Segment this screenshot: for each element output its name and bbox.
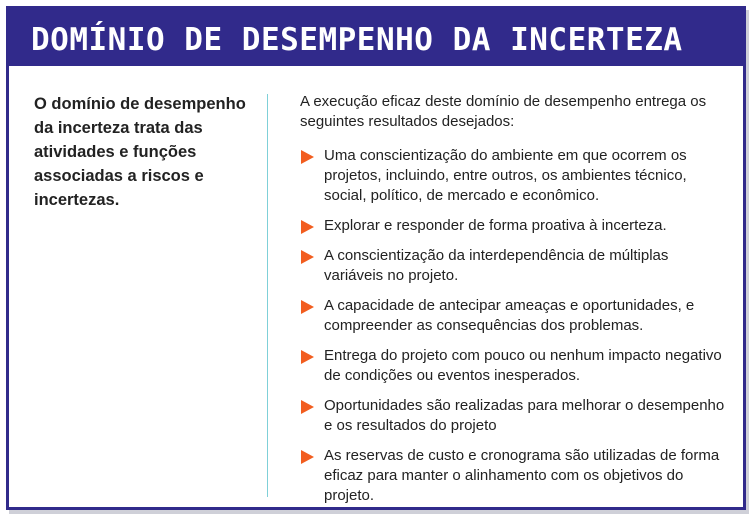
outcome-item — [300, 296, 730, 336]
outcome-text: Entrega do projeto com pouco ou nenhum impacto negativo de condições ou eventos inesperados. — [324, 347, 722, 384]
outcome-item — [300, 146, 730, 206]
card-header — [9, 9, 743, 66]
outcome-item — [300, 246, 730, 286]
outcomes-list — [300, 146, 730, 506]
outcome-item — [300, 346, 730, 386]
outcome-text: Oportunidades são realizadas para melhorar o desempenho e os resultados do projeto — [324, 397, 725, 434]
info-card — [6, 6, 746, 510]
column-divider — [267, 94, 268, 497]
domain-summary: O domínio de desempenho da incerteza trata das atividades e funções associadas a riscos e incertezas. — [34, 95, 246, 209]
outcome-text: As reservas de custo e cronograma são utilizadas de forma eficaz para manter o alinhamento com os objetivos do projeto. — [324, 447, 720, 504]
triangle-arrow-icon — [301, 300, 314, 314]
outcome-text: Uma conscientização do ambiente em que ocorrem os projetos, incluindo, entre outros, os ambientes técnico, social, político, de mercado e econômico. — [324, 147, 687, 204]
triangle-arrow-icon — [301, 350, 314, 364]
outcome-text: A conscientização da interdependência de múltiplas variáveis no projeto. — [324, 247, 669, 284]
outcome-item — [300, 216, 730, 236]
triangle-arrow-icon — [301, 400, 314, 414]
outcomes-intro: A execução eficaz deste domínio de desempenho entrega os seguintes resultados desejados: — [300, 93, 707, 130]
outcome-item — [300, 446, 730, 506]
triangle-arrow-icon — [301, 150, 314, 164]
triangle-arrow-icon — [301, 220, 314, 234]
triangle-arrow-icon — [301, 450, 314, 464]
outcome-text: A capacidade de antecipar ameaças e oportunidades, e compreender as consequências dos problemas. — [324, 297, 695, 334]
triangle-arrow-icon — [301, 250, 314, 264]
card-title: DOMÍNIO DE DESEMPENHO DA INCERTEZA — [31, 22, 683, 58]
outcomes-section — [300, 92, 730, 516]
outcome-item — [300, 396, 730, 436]
outcome-text: Explorar e responder de forma proativa à incerteza. — [324, 217, 667, 234]
